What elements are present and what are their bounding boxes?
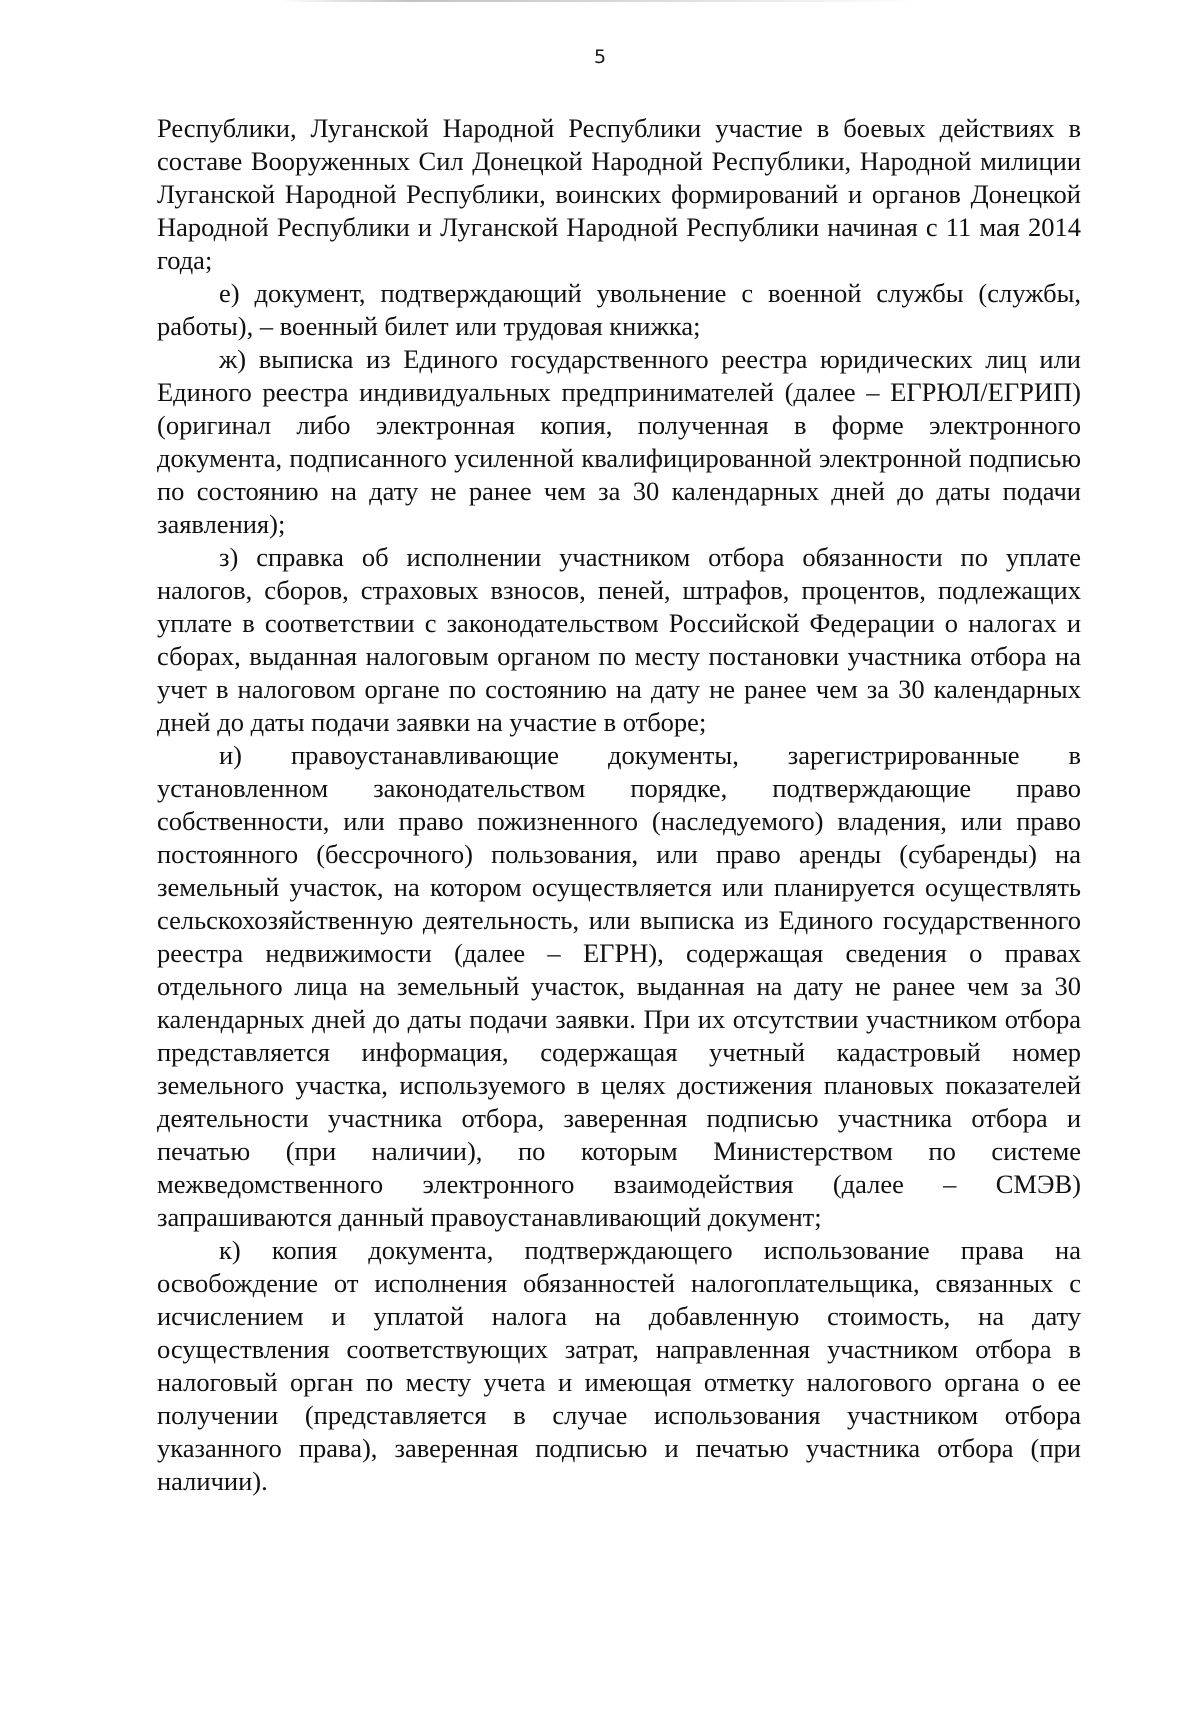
document-body — [157, 112, 1081, 1498]
scan-edge-shadow — [280, 0, 920, 2]
paragraph-item-e: е) документ, подтверждающий увольнение с военной службы (службы, работы), – военный билет или трудовая книжка; — [157, 278, 1081, 341]
paragraph-item-zh: ж) выписка из Единого государственного реестра юридических лиц или Единого реестра индивидуальных предпринимателей (далее – ЕГРЮЛ/ЕГРИП) (оригинал либо электронная копия, полученная в форме электронного документа, подписанного усиленной квалифицированной электронной подписью по состоянию на дату не ранее чем за 30 календарных дней до даты подачи заявления); — [157, 344, 1081, 539]
paragraph-item-i: и) правоустанавливающие документы, зарегистрированные в установленном законодательством порядке, подтверждающие право собственности, или право пожизненного (наследуемого) владения, или право постоянного (бессрочного) пользования, или право аренды (субаренды) на земельный участок, на котором осуществляется или планируется осуществлять сельскохозяйственную деятельность, или выписка из Единого государственного реестра недвижимости (далее – ЕГРН), содержащая сведения о правах отдельного лица на земельный участок, выданная на дату не ранее чем за 30 календарных дней до даты подачи заявки. При их отсутствии участником отбора представляется информация, содержащая учетный кадастровый номер земельного участка, используемого в целях достижения плановых показателей деятельности участника отбора, заверенная подписью участника отбора и печатью (при наличии), по которым Министерством по системе межведомственного электронного взаимодействия (далее – СМЭВ) запрашиваются данный правоустанавливающий документ; — [157, 740, 1081, 1232]
paragraph-continuation: Республики, Луганской Народной Республики участие в боевых действиях в составе Вооруженных Сил Донецкой Народной Республики, Народной милиции Луганской Народной Республики, воинских формирований и органов Донецкой Народной Республики и Луганской Народной Республики начиная с 11 мая 2014 года; — [157, 113, 1081, 275]
paragraph-item-k: к) копия документа, подтверждающего использование права на освобождение от исполнения обязанностей налогоплательщика, связанных с исчислением и уплатой налога на добавленную стоимость, на дату осуществления соответствующих затрат, направленная участником отбора в налоговый орган по месту учета и имеющая отметку налогового органа о ее получении (представляется в случае использования участником отбора указанного права), заверенная подписью и печатью участника отбора (при наличии). — [157, 1235, 1081, 1496]
paragraph-item-z: з) справка об исполнении участником отбора обязанности по уплате налогов, сборов, страховых взносов, пеней, штрафов, процентов, подлежащих уплате в соответствии с законодательством Российской Федерации о налогах и сборах, выданная налоговым органом по месту постановки участника отбора на учет в налоговом органе по состоянию на дату не ранее чем за 30 календарных дней до даты подачи заявки на участие в отборе; — [157, 542, 1081, 737]
page-number: 5 — [593, 46, 607, 68]
